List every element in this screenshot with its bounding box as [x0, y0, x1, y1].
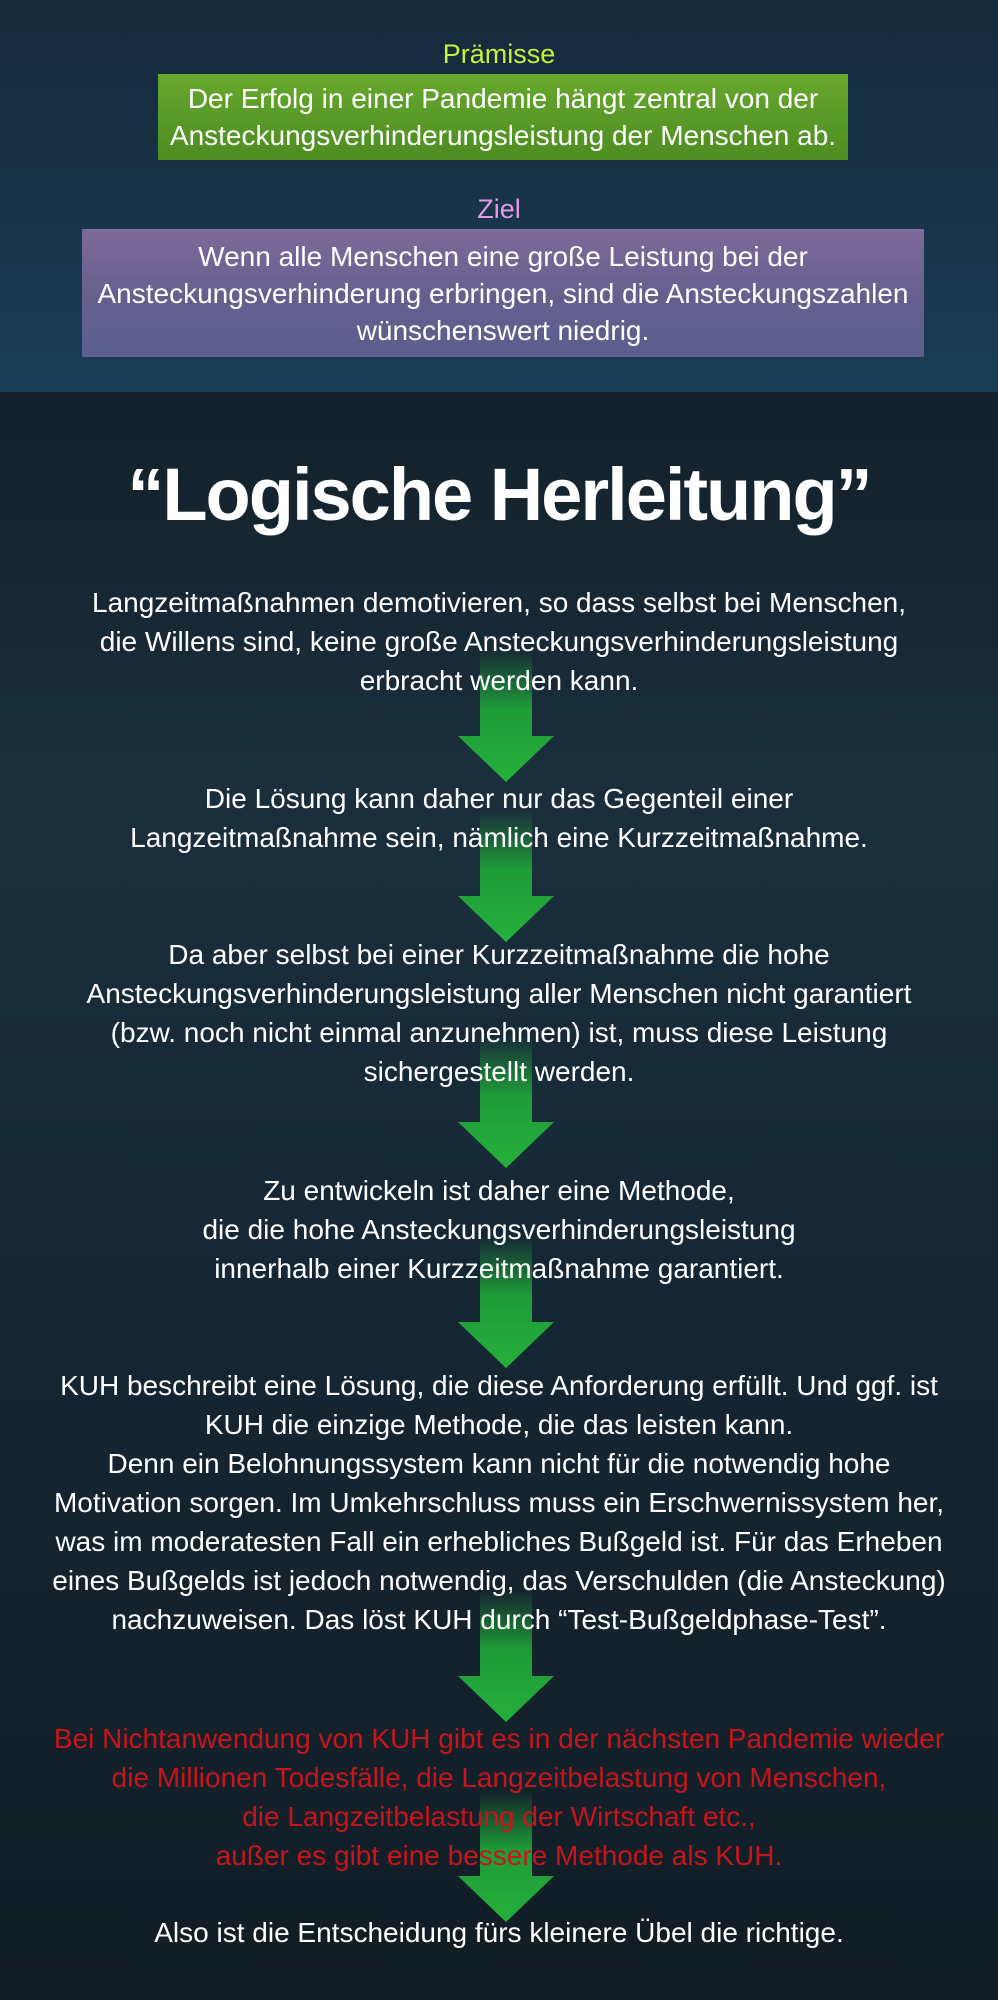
warning-text-line: die Langzeitbelastung der Wirtschaft etc., — [242, 1801, 756, 1832]
premise-label: Prämisse — [442, 39, 556, 69]
premise-box — [158, 74, 848, 160]
goal-text-line: wünschenswert niedrig. — [356, 314, 650, 346]
step-text-line: Zu entwickeln ist daher eine Methode, — [263, 1175, 735, 1206]
step-text-line: die Willens sind, keine große Ansteckungsverhinderungsleistung — [99, 626, 899, 657]
goal-text-line: Wenn alle Menschen eine große Leistung bei der — [198, 240, 808, 272]
conclusion-text-line: Also ist die Entscheidung fürs kleinere Übel die richtige. — [154, 1917, 844, 1948]
step-text-line: Langzeitmaßnahme sein, nämlich eine Kurzzeitmaßnahme. — [130, 822, 868, 853]
derivation-step-4 — [30, 1171, 968, 1288]
warning-text-line: außer es gibt eine bessere Methode als KUH. — [215, 1840, 783, 1871]
goal-label: Ziel — [477, 194, 521, 224]
page-title: “Logische Herleitung” — [127, 453, 871, 536]
premise-text-line: Der Erfolg in einer Pandemie hängt zentral von der — [187, 83, 819, 114]
step-text-line: die die hohe Ansteckungsverhinderungsleistung — [202, 1214, 796, 1245]
step-text-line: Langzeitmaßnahmen demotivieren, so dass selbst bei Menschen, — [92, 587, 906, 618]
step-text-line: Denn ein Belohnungssystem kann nicht für die notwendig hohe — [107, 1448, 891, 1479]
step-text-line: Motivation sorgen. Im Umkehrschluss muss ein Erschwernissystem her, — [53, 1487, 945, 1518]
step-text-line: erbracht werden kann. — [359, 665, 639, 696]
step-text-line: Ansteckungsverhinderungsleistung aller Menschen nicht garantiert — [86, 978, 912, 1009]
warning-step — [30, 1719, 968, 1875]
step-text-line: eines Bußgelds ist jedoch notwendig, das Verschulden (die Ansteckung) — [52, 1565, 946, 1596]
step-text-line: (bzw. noch nicht einmal anzunehmen) ist, muss diese Leistung — [110, 1017, 888, 1048]
step-text-line: Die Lösung kann daher nur das Gegenteil einer — [204, 783, 794, 814]
conclusion-step — [30, 1913, 968, 1952]
step-text-line: nachzuweisen. Das löst KUH durch “Test-Bußgeldphase-Test”. — [111, 1604, 887, 1635]
step-text-line: Da aber selbst bei einer Kurzzeitmaßnahme die hohe — [168, 939, 830, 970]
derivation-step-2 — [30, 779, 968, 857]
warning-text-line: Bei Nichtanwendung von KUH gibt es in der nächsten Pandemie wieder — [53, 1723, 945, 1754]
derivation-step-5 — [30, 1366, 968, 1639]
derivation-step-3 — [30, 935, 968, 1091]
warning-text-line: die Millionen Todesfälle, die Langzeitbelastung von Menschen, — [111, 1762, 887, 1793]
step-text-line: KUH die einzige Methode, die das leisten kann. — [204, 1409, 794, 1440]
step-text-line: KUH beschreibt eine Lösung, die diese Anforderung erfüllt. Und ggf. ist — [60, 1370, 938, 1401]
step-text-line: sichergestellt werden. — [363, 1056, 635, 1087]
goal-box — [82, 229, 924, 357]
premise-text-line: Ansteckungsverhinderungsleistung der Menschen ab. — [169, 120, 837, 151]
step-text-line: innerhalb einer Kurzzeitmaßnahme garantiert. — [214, 1253, 784, 1284]
derivation-step-1 — [30, 583, 968, 700]
step-text-line: was im moderatesten Fall ein erhebliches Bußgeld ist. Für das Erheben — [55, 1526, 943, 1557]
goal-text-line: Ansteckungsverhinderung erbringen, sind die Ansteckungszahlen — [97, 277, 909, 309]
